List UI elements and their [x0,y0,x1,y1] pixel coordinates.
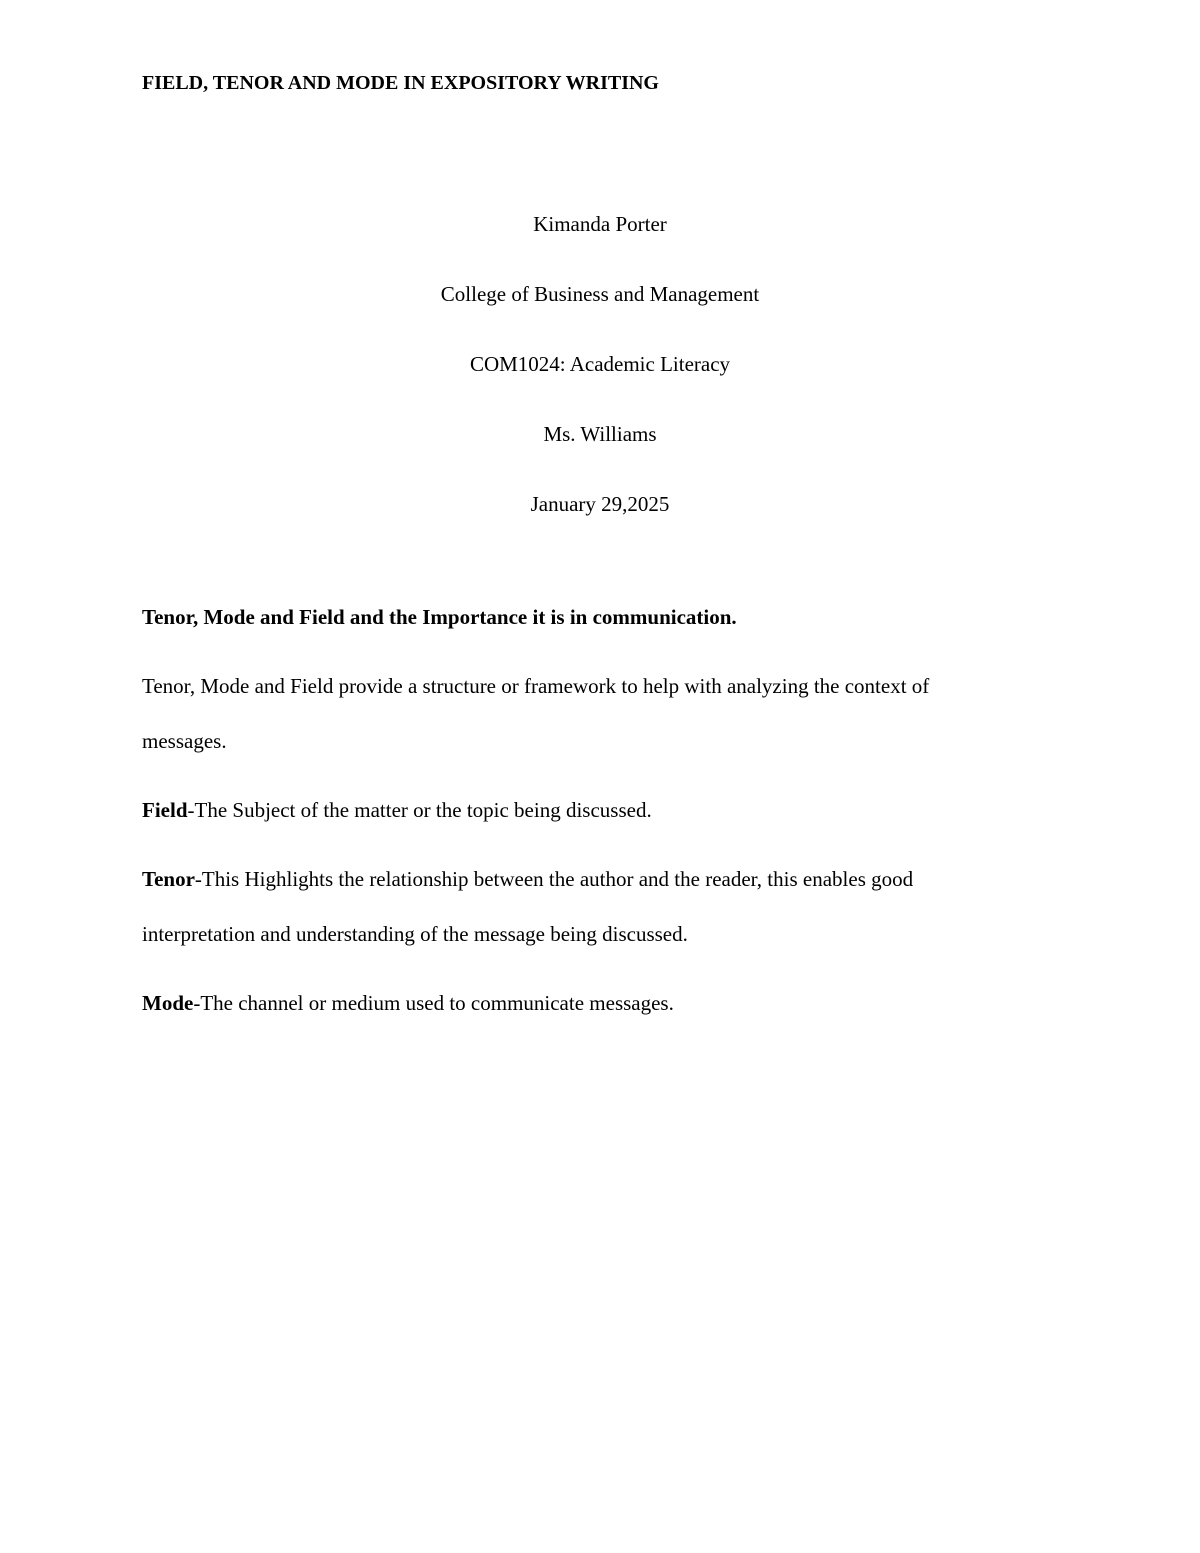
running-title: FIELD, TENOR AND MODE IN EXPOSITORY WRITING [142,72,659,94]
mode-definition [142,991,674,1016]
mode-text: -The channel or medium used to communicate messages. [193,991,674,1015]
mode-term: Mode [142,991,194,1015]
author-name: Kimanda Porter [533,212,667,236]
instructor-name: Ms. Williams [543,422,657,446]
field-definition [142,798,652,823]
tenor-term: Tenor [142,867,195,891]
tenor-text-line-2: interpretation and understanding of the message being discussed. [142,922,688,946]
intro-line-2: messages. [142,729,227,753]
college-name: College of Business and Management [440,282,760,306]
tenor-text-line-1: -This Highlights the relationship between the author and the reader, this enables good [194,867,914,891]
field-text: -The Subject of the matter or the topic being discussed. [187,798,652,822]
intro-line-1: Tenor, Mode and Field provide a structure or framework to help with analyzing the context of [142,674,930,698]
tenor-definition [142,867,913,892]
submission-date: January 29,2025 [530,492,670,516]
section-heading: Tenor, Mode and Field and the Importance it is in communication. [142,605,737,629]
course-name: COM1024: Academic Literacy [469,352,731,376]
field-term: Field [142,798,188,822]
